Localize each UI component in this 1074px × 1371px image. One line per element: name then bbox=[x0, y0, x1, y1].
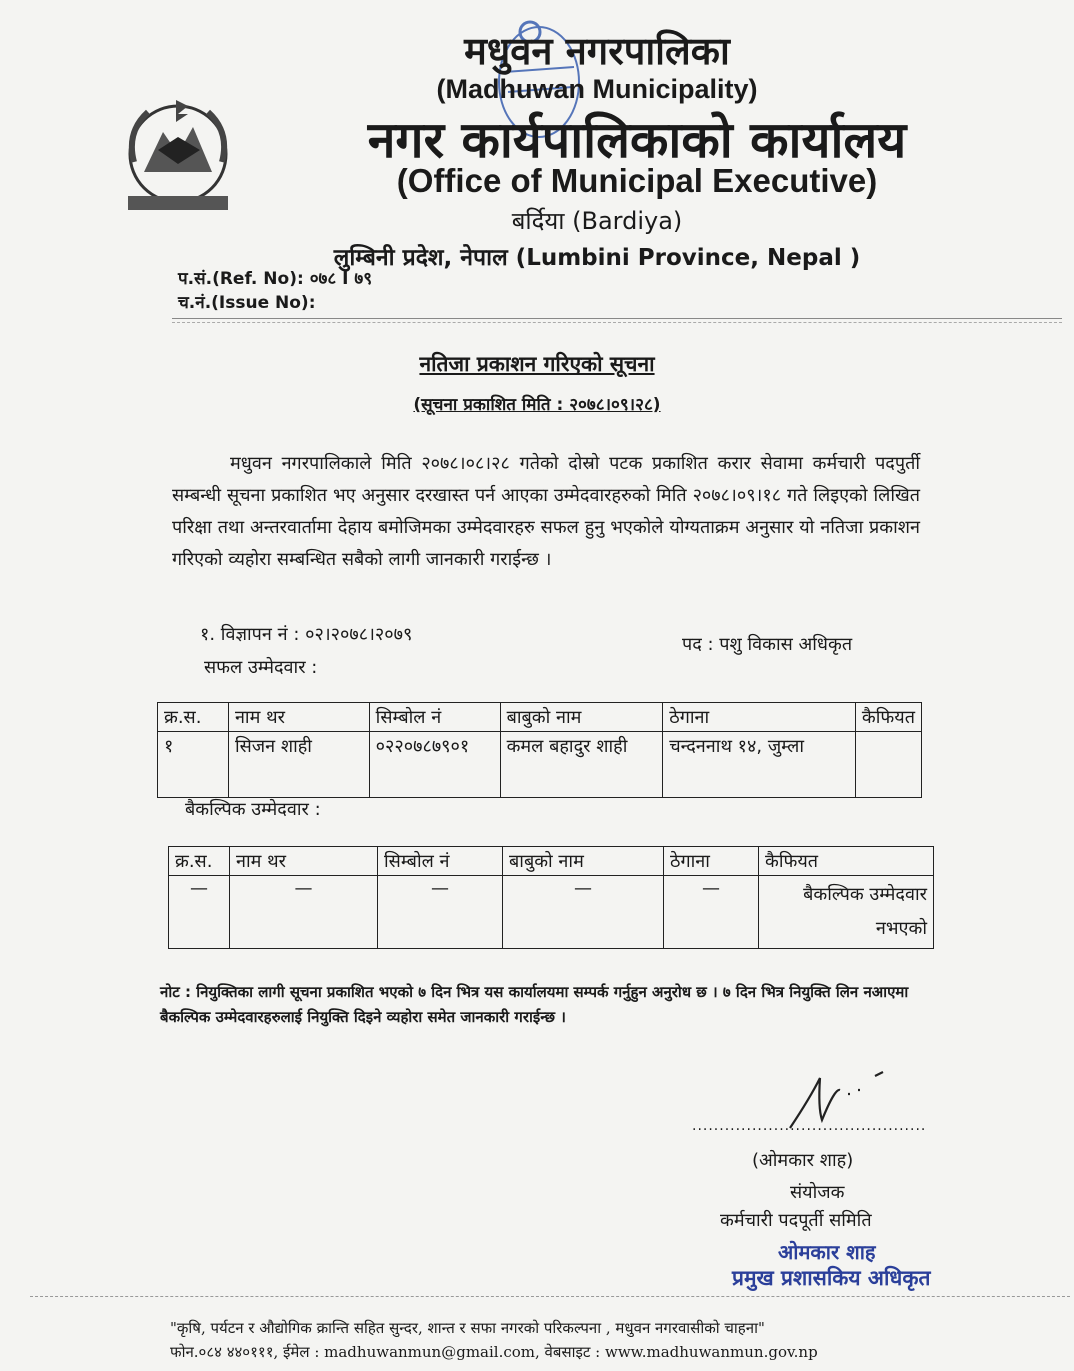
ref-number bbox=[178, 266, 372, 289]
municipality-name-en: (Madhuwan Municipality) bbox=[436, 74, 758, 104]
col-header-serial: क्र.स. bbox=[158, 703, 229, 732]
successful-candidates-table bbox=[157, 702, 922, 798]
col-header-remarks: कैफियत bbox=[759, 847, 934, 876]
issue-number: च.नं.(Issue No): bbox=[178, 293, 316, 313]
province-name: लुम्बिनी प्रदेश, नेपाल (Lumbini Province, Nepal ) bbox=[333, 245, 861, 271]
post-name: पद : पशु विकास अधिकृत bbox=[682, 634, 853, 655]
official-stamp-name: ओमकार शाह bbox=[778, 1240, 876, 1264]
cell-address: — bbox=[664, 876, 759, 949]
footer-contact: फोन.०८४ ४४०१११, ईमेल : madhuwanmun@gmail.com, वेबसाइट : www.madhuwanmun.gov.np bbox=[170, 1343, 818, 1361]
notice-body: मधुवन नगरपालिकाले मिति २०७८।०८।२८ गतेको दोस्रो पटक प्रकाशित करार सेवामा कर्मचारी पदपुर्ती सम्बन्धी सूचना प्रकाशित भए अनुसार दरखास्त पर्न आएका उम्मेदवारहरुको मिति २०७८।०९।१८ गते लिइएको लिखित परिक्षा तथा अन्तरवार्तामा देहाय बमोजिमका उम्मेदवारहरु सफल हुनु भएकोले योग्यताक्रम अनुसार यो नतिजा प्रकाशन गरिएको व्यहोरा सम्बन्धित सबैको लागी जानकारी गराईन्छ । bbox=[172, 453, 920, 570]
cell-father: कमल बहादुर शाही bbox=[500, 732, 663, 798]
alternate-candidates-label: बैकल्पिक उम्मेदवार : bbox=[185, 799, 321, 820]
col-header-father: बाबुको नाम bbox=[500, 703, 663, 732]
cell-symbol: — bbox=[378, 876, 503, 949]
cell-symbol: ०२२०७८७९०१ bbox=[369, 732, 500, 798]
col-header-remarks: कैफियत bbox=[855, 703, 921, 732]
col-header-symbol: सिम्बोल नं bbox=[378, 847, 503, 876]
committee-name: कर्मचारी पदपूर्ती समिति bbox=[720, 1210, 872, 1231]
col-header-serial: क्र.स. bbox=[169, 847, 230, 876]
cell-serial: १ bbox=[158, 732, 229, 798]
table-header-row bbox=[158, 703, 922, 732]
signature-line: ........................................... bbox=[692, 1118, 927, 1134]
signer-role: संयोजक bbox=[790, 1182, 845, 1203]
header-divider-secondary bbox=[172, 322, 1062, 323]
cell-remarks: बैकल्पिक उम्मेदवार नभएको bbox=[759, 876, 934, 949]
table-row bbox=[169, 876, 934, 949]
cell-address: चन्दननाथ १४, जुम्ला bbox=[663, 732, 856, 798]
cell-serial: — bbox=[169, 876, 230, 949]
municipality-name-np: मधुवन नगरपालिका bbox=[464, 29, 730, 73]
cell-name: सिजन शाही bbox=[228, 732, 369, 798]
notice-date: (सूचना प्रकाशित मिति : २०७८।०९।२८) bbox=[413, 395, 661, 415]
office-name-np: नगर कार्यपालिकाको कार्यालय bbox=[367, 111, 907, 169]
ref-label: प.सं.(Ref. No): bbox=[178, 269, 304, 289]
col-header-address: ठेगाना bbox=[663, 703, 856, 732]
official-stamp-title: प्रमुख प्रशासकिय अधिकृत bbox=[732, 1265, 931, 1290]
header-divider bbox=[172, 318, 1062, 319]
cell-remarks bbox=[855, 732, 921, 798]
ref-value: ०७८ I ७९ bbox=[309, 269, 373, 289]
col-header-father: बाबुको नाम bbox=[503, 847, 664, 876]
table-header-row bbox=[169, 847, 934, 876]
notice-title: नतिजा प्रकाशन गरिएको सूचना bbox=[419, 352, 655, 376]
col-header-name: नाम थर bbox=[230, 847, 378, 876]
cell-name: — bbox=[230, 876, 378, 949]
successful-candidates-label: सफल उम्मेदवार : bbox=[204, 657, 318, 678]
col-header-symbol: सिम्बोल नं bbox=[369, 703, 500, 732]
signer-name: (ओमकार शाह) bbox=[752, 1150, 854, 1171]
footer-divider bbox=[30, 1296, 1070, 1297]
col-header-name: नाम थर bbox=[228, 703, 369, 732]
office-name-en: (Office of Municipal Executive) bbox=[396, 162, 878, 199]
col-header-address: ठेगाना bbox=[664, 847, 759, 876]
footer-slogan: "कृषि, पर्यटन र औद्योगिक क्रान्ति सहित सुन्दर, शान्त र सफा नगरको परिकल्पना , मधुवन नगरवासीको चाहना" bbox=[170, 1319, 765, 1337]
table-row bbox=[158, 732, 922, 798]
alternate-candidates-table bbox=[168, 846, 934, 949]
advert-number: १. विज्ञापन नं : ०२।२०७८।२०७९ bbox=[200, 624, 413, 645]
cell-father: — bbox=[503, 876, 664, 949]
district-name: बर्दिया (Bardiya) bbox=[511, 207, 683, 235]
note-text: नोट : नियुक्तिका लागी सूचना प्रकाशित भएको ७ दिन भित्र यस कार्यालयमा सम्पर्क गर्नुहुन अनुरोध छ । ७ दिन भित्र नियुक्ति लिन नआएमा बैकल्पिक उम्मेदवारहरुलाई नियुक्ति दिइने व्यहोरा समेत जानकारी गराईन्छ । bbox=[160, 983, 909, 1026]
